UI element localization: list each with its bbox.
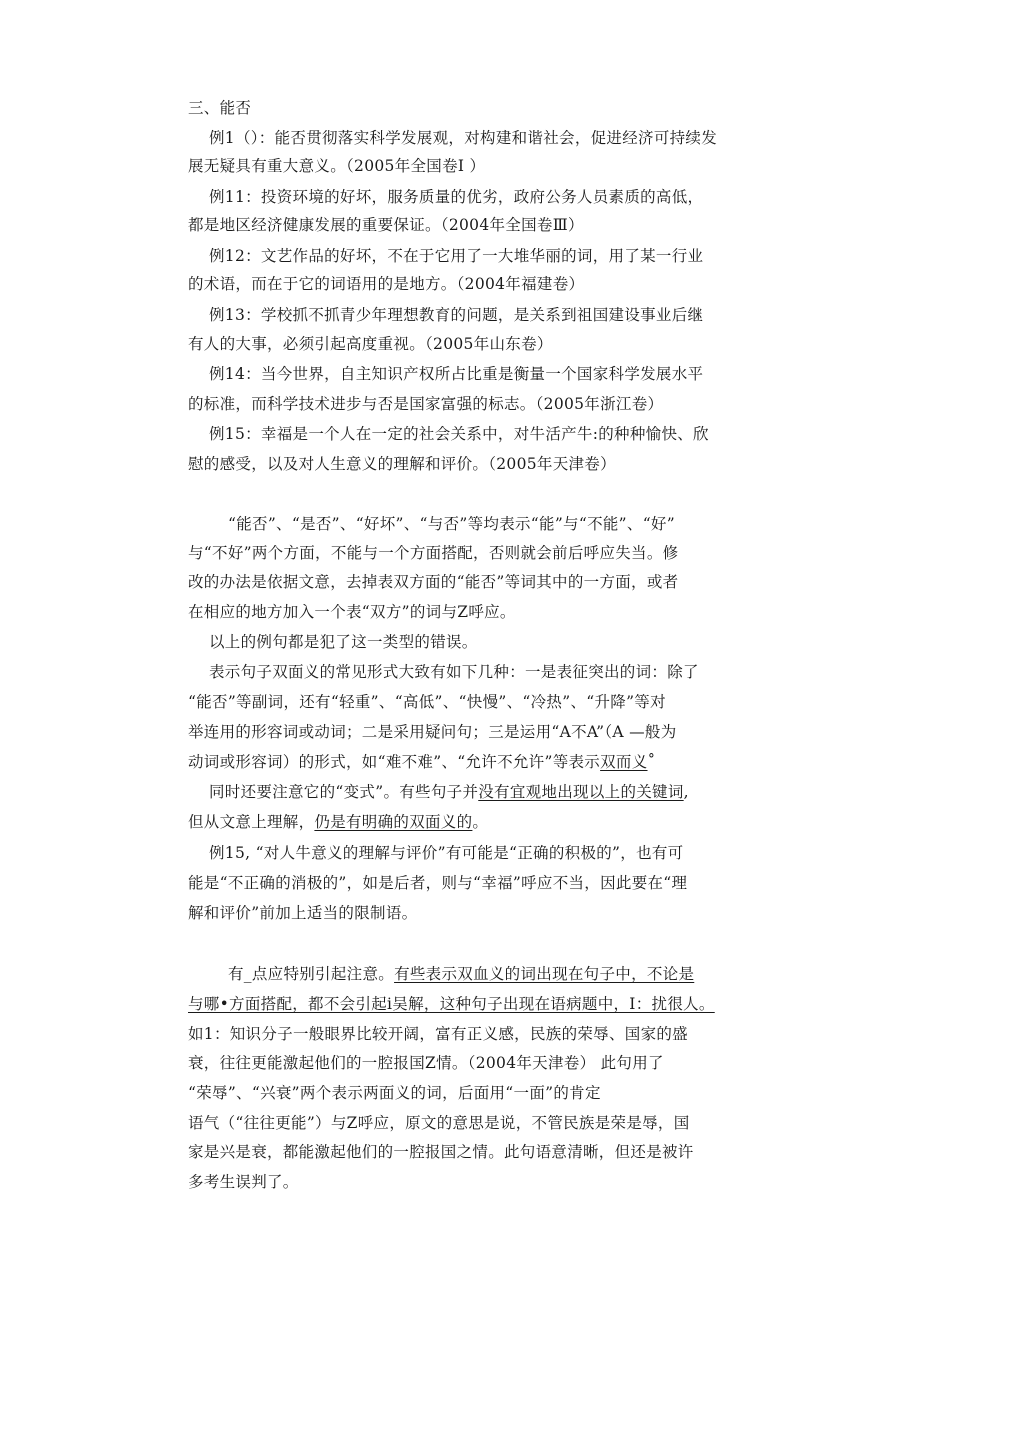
explanation-p5-line-3: 解和评价”前加上适当的限制语。 (188, 904, 418, 922)
p4-l1-mark: , (683, 783, 689, 801)
example-1-line-2: 展无疑具有重大意义。（2005年全国卷I ） (188, 157, 486, 175)
note-line-4: 衰，往往更能激起他们的一腔报国Z情。（2004年天津卷） 此句用了 (188, 1054, 664, 1072)
note-line-8: 多考生误判了。 (188, 1173, 299, 1191)
example-1-line-1: 例1（）：能否贯彻落实科学发展观，对构建和谐社会，促进经济可持续发 (209, 129, 718, 147)
p3-l4-underlined: 双而义 (600, 753, 648, 771)
explanation-p1-line-3: 改的办法是依据文意，去掉表双方面的“能否”等词其中的一方面，或者 (188, 573, 679, 591)
note-l1-text: 有_点应特别引起注意。 (228, 965, 395, 983)
explanation-p5-line-1: 例15, “对人牛意义的理解与评价”有可能是“正确的积极的”，也有可 (209, 844, 684, 862)
explanation-p1-line-4: 在相应的地方加入一个表“双方”的词与Z呼应。 (188, 603, 516, 621)
note-line-3: 如1：知识分子一般眼界比较开阔，富有正义感，民族的荣辱、国家的盛 (188, 1025, 688, 1043)
note-line-5: “荣辱”、“兴衰”两个表示两面义的词，后面用“一面”的肯定 (188, 1084, 601, 1102)
explanation-p1-line-2: 与“不好”两个方面，不能与一个方面搭配，否则就会前后呼应失当。修 (188, 544, 679, 562)
example-12-line-2: 的术语，而在于它的词语用的是地方。（2004年福建卷） (188, 275, 585, 293)
explanation-p3-line-3: 举连用的形容词或动词；二是采用疑问句；三是运用“A不A”（A —般为 (188, 723, 677, 741)
p4-l2-mark: 。 (472, 813, 489, 831)
example-13-line-2: 有人的大事，必须引起高度重视。（2005年山东卷） (188, 335, 553, 353)
explanation-p1-line-1: “能否”、“是否”、“好坏”、“与否”等均表示“能”与“不能”、“好” (228, 515, 675, 533)
explanation-p5-line-2: 能是“不正确的消极的”，如是后者，则与“幸福”呼应不当，因此要在“理 (188, 874, 688, 892)
explanation-p3-line-1: 表示句子双面义的常见形式大致有如下几种：一是表征突出的词：除了 (209, 663, 699, 681)
example-11-line-2: 都是地区经济健康发展的重要保证。（2004年全国卷Ⅲ） (188, 216, 584, 234)
explanation-p3-line-4 (188, 752, 656, 772)
p4-l2-underlined: 仍是有明确的双面义的 (314, 813, 473, 831)
p3-l4-mark: ˚ (647, 753, 656, 771)
note-line-7: 家是兴是衰，都能激起他们的一腔报国之情。此句语意清晰，但还是被许 (188, 1143, 694, 1161)
explanation-p4-line-1 (209, 782, 689, 802)
example-14-line-2: 的标准，而科学技术进步与否是国家富强的标志。（2005年浙江卷） (188, 395, 664, 413)
note-l1-underlined: 有些表示双血义的词出现在句子中，不论是 (394, 965, 695, 983)
p4-l1-text: 同时还要注意它的“变式”。有些句子并 (209, 783, 479, 801)
example-15-line-1: 例15：幸福是一个人在一定的社会关系中，对牛活产牛:的种种愉快、欣 (209, 425, 709, 443)
explanation-p3-line-2: “能否”等副词，还有“轻重”、“高低”、“快慢”、“冷热”、“升降”等对 (188, 693, 666, 711)
example-15-line-2: 慰的感受，以及对人生意义的理解和评价。（2005年天津卷） (188, 455, 616, 473)
p4-l2-text: 但从文意上理解， (188, 813, 315, 831)
explanation-p2-line-1: 以上的例句都是犯了这一类型的错误。 (209, 633, 478, 651)
section-heading: 三、能否 (188, 99, 252, 117)
p4-l1-underlined: 没有宜观地出现以上的关键词 (478, 783, 684, 801)
note-line-6: 语气（“往往更能”）与Z呼应，原文的意思是说，不管民族是荣是辱，国 (188, 1114, 690, 1132)
explanation-p4-line-2 (188, 812, 488, 832)
note-line-1 (228, 964, 694, 984)
example-13-line-1: 例13：学校抓不抓青少年理想教育的问题，是关系到祖国建设事业后继 (209, 306, 704, 324)
note-line-2: 与哪•方面搭配，都不会引起i吴解，这种句子出现在语病题中，I：扰很人。 (188, 995, 715, 1013)
example-14-line-1: 例14：当今世界，自主知识产权所占比重是衡量一个国家科学发展水平 (209, 365, 704, 383)
p3-l4-text: 动词或形容词）的形式，如“难不难”、“允许不允许”等表示 (188, 753, 601, 771)
example-11-line-1: 例11：投资环境的好坏，服务质量的优劣，政府公务人员素质的高低， (209, 188, 704, 206)
example-12-line-1: 例12：文艺作品的好坏，不在于它用了一大堆华丽的词，用了某一行业 (209, 247, 704, 265)
